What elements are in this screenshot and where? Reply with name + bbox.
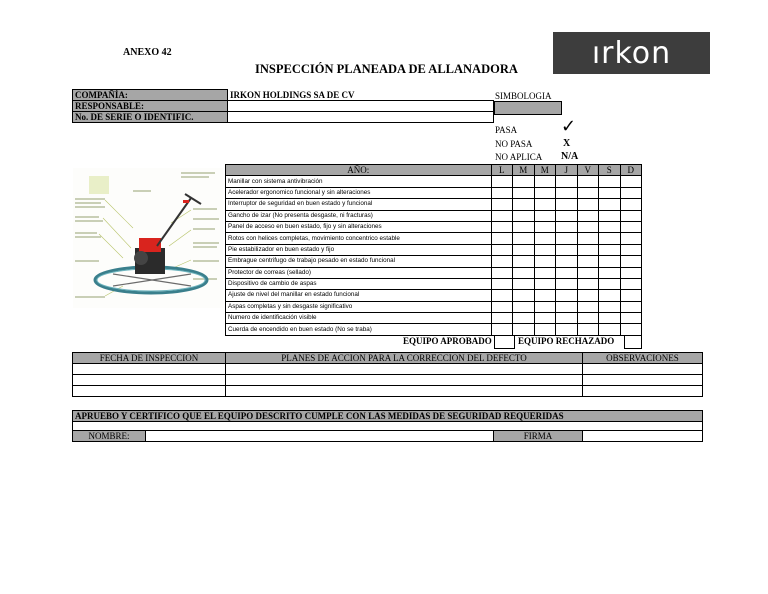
check-cell[interactable] [577, 221, 599, 232]
check-cell[interactable] [620, 313, 642, 324]
observations-header: OBSERVACIONES [583, 353, 703, 364]
logo-text: ırkon [591, 35, 672, 71]
date-cell[interactable] [73, 364, 226, 375]
checklist-item-label: Rotos con helices completas, movimiento concentrico estable [226, 233, 492, 244]
check-cell[interactable] [577, 256, 599, 267]
plan-cell[interactable] [226, 375, 583, 386]
plan-cell[interactable] [226, 386, 583, 397]
checklist-item-label: Panel de acceso en buen estado, fijo y sin alteraciones [226, 221, 492, 232]
check-cell[interactable] [534, 313, 556, 324]
check-cell[interactable] [513, 199, 535, 210]
check-cell[interactable] [577, 187, 599, 198]
day-header: M [513, 165, 535, 176]
pass-label: PASA [495, 125, 518, 135]
signature-label: FIRMA [494, 431, 583, 442]
check-cell[interactable] [513, 313, 535, 324]
check-cell[interactable] [491, 290, 513, 301]
check-cell[interactable] [491, 210, 513, 221]
check-cell[interactable] [620, 256, 642, 267]
checklist-row [226, 313, 642, 324]
check-cell[interactable] [599, 187, 621, 198]
check-cell[interactable] [534, 210, 556, 221]
checklist-item-label: Cuerda de encendido en buen estado (No se traba) [226, 324, 492, 335]
check-cell[interactable] [491, 244, 513, 255]
check-cell[interactable] [556, 290, 578, 301]
table-row [73, 386, 703, 397]
check-cell[interactable] [620, 221, 642, 232]
day-header: S [599, 165, 621, 176]
checklist-row [226, 244, 642, 255]
day-header: V [577, 165, 599, 176]
check-cell[interactable] [513, 187, 535, 198]
checklist-row [226, 267, 642, 278]
name-field[interactable] [146, 431, 494, 442]
responsible-field[interactable] [228, 101, 494, 112]
day-header: L [491, 165, 513, 176]
check-cell[interactable] [620, 210, 642, 221]
check-cell[interactable] [491, 199, 513, 210]
checklist-item-label: Gancho de izar (No presenta desgaste, ni fracturas) [226, 210, 492, 221]
checklist-item-label: Interruptor de seguridad en buen estado y funcional [226, 199, 492, 210]
date-cell[interactable] [73, 386, 226, 397]
check-cell[interactable] [513, 256, 535, 267]
fail-symbol: X [563, 138, 571, 149]
check-cell[interactable] [534, 233, 556, 244]
check-cell[interactable] [491, 221, 513, 232]
symbology-title: SIMBOLOGIA [495, 91, 552, 101]
check-cell[interactable] [513, 290, 535, 301]
plan-cell[interactable] [226, 364, 583, 375]
checklist-row [226, 278, 642, 289]
check-cell[interactable] [577, 244, 599, 255]
check-cell[interactable] [556, 199, 578, 210]
rejected-label: EQUIPO RECHAZADO [518, 336, 615, 346]
check-cell[interactable] [577, 267, 599, 278]
check-cell[interactable] [599, 210, 621, 221]
check-cell[interactable] [491, 267, 513, 278]
checklist-item-label: Manillar con sistema antivibración [226, 176, 492, 187]
check-cell[interactable] [534, 324, 556, 335]
check-cell[interactable] [577, 290, 599, 301]
checklist-item-label: Acelerador ergonomico funcional y sin alteraciones [226, 187, 492, 198]
company-label: COMPAÑÍA: [73, 90, 228, 101]
check-cell[interactable] [620, 233, 642, 244]
checklist-table [225, 164, 642, 336]
checklist-row [226, 324, 642, 335]
checklist-item-label: Pie estabilizador en buen estado y fijo [226, 244, 492, 255]
check-cell[interactable] [556, 244, 578, 255]
check-cell[interactable] [556, 324, 578, 335]
certification-statement: APRUEBO Y CERTIFICO QUE EL EQUIPO DESCRITO CUMPLE CON LAS MEDIDAS DE SEGURIDAD REQUERIDAS [73, 411, 703, 422]
day-header: M [534, 165, 556, 176]
check-cell[interactable] [620, 267, 642, 278]
annex-label: ANEXO 42 [123, 47, 172, 58]
checklist-item-label: Protector de correas (sellado) [226, 267, 492, 278]
checklist-item-label: Aspas completas y sin desgaste significativo [226, 301, 492, 312]
check-cell[interactable] [513, 267, 535, 278]
check-cell[interactable] [556, 176, 578, 187]
checklist-item-label: Ajuste de nivel del manillar en estado funcional [226, 290, 492, 301]
check-cell[interactable] [534, 221, 556, 232]
checklist-row [226, 256, 642, 267]
check-cell[interactable] [534, 176, 556, 187]
check-cell[interactable] [556, 256, 578, 267]
day-header: J [556, 165, 578, 176]
table-row [73, 375, 703, 386]
check-cell[interactable] [599, 267, 621, 278]
check-cell[interactable] [599, 233, 621, 244]
check-cell[interactable] [556, 187, 578, 198]
table-row [73, 364, 703, 375]
serial-field[interactable] [228, 112, 494, 123]
check-cell[interactable] [620, 278, 642, 289]
check-cell[interactable] [620, 199, 642, 210]
check-cell[interactable] [534, 278, 556, 289]
check-cell[interactable] [599, 199, 621, 210]
certification-table [72, 410, 703, 442]
check-cell[interactable] [620, 290, 642, 301]
approved-box[interactable] [494, 335, 515, 349]
na-symbol: N/A [561, 151, 579, 162]
check-cell[interactable] [534, 256, 556, 267]
check-cell[interactable] [577, 199, 599, 210]
check-cell[interactable] [599, 324, 621, 335]
date-cell[interactable] [73, 375, 226, 386]
check-cell[interactable] [491, 256, 513, 267]
check-cell[interactable] [513, 210, 535, 221]
checklist-item-label: Embrague centrifugo de trabajo pesado en estado funcional [226, 256, 492, 267]
serial-label: No. DE SERIE O IDENTIFIC. [73, 112, 228, 123]
symbology-box [494, 101, 562, 115]
check-cell[interactable] [620, 301, 642, 312]
check-cell[interactable] [513, 244, 535, 255]
checklist-row [226, 176, 642, 187]
checklist-row [226, 210, 642, 221]
check-cell[interactable] [513, 221, 535, 232]
check-cell[interactable] [534, 301, 556, 312]
check-cell[interactable] [599, 290, 621, 301]
actions-table [72, 352, 703, 397]
check-cell[interactable] [599, 221, 621, 232]
checklist-row [226, 221, 642, 232]
check-cell[interactable] [491, 278, 513, 289]
check-cell[interactable] [491, 313, 513, 324]
year-label: AÑO: [226, 165, 492, 176]
page-title: INSPECCIÓN PLANEADA DE ALLANADORA [255, 62, 518, 76]
check-cell[interactable] [491, 301, 513, 312]
checkmark-icon: ✓ [561, 116, 577, 137]
check-cell[interactable] [513, 301, 535, 312]
fail-label: NO PASA [495, 139, 533, 149]
company-info-table [72, 89, 494, 123]
check-cell[interactable] [577, 210, 599, 221]
check-cell[interactable] [513, 176, 535, 187]
check-cell[interactable] [577, 313, 599, 324]
check-cell[interactable] [513, 278, 535, 289]
check-cell[interactable] [491, 187, 513, 198]
checklist-item-label: Numero de identificación visible [226, 313, 492, 324]
check-cell[interactable] [534, 290, 556, 301]
check-cell[interactable] [620, 244, 642, 255]
check-cell[interactable] [556, 301, 578, 312]
check-cell[interactable] [599, 301, 621, 312]
observation-cell[interactable] [583, 375, 703, 386]
check-cell[interactable] [556, 221, 578, 232]
check-cell[interactable] [577, 301, 599, 312]
check-cell[interactable] [599, 278, 621, 289]
check-cell[interactable] [599, 176, 621, 187]
check-cell[interactable] [577, 324, 599, 335]
check-cell[interactable] [599, 256, 621, 267]
observation-cell[interactable] [583, 386, 703, 397]
check-cell[interactable] [513, 324, 535, 335]
check-cell[interactable] [599, 244, 621, 255]
checklist-row [226, 199, 642, 210]
na-label: NO APLICA [495, 152, 543, 162]
responsible-label: RESPONSABLE: [73, 101, 228, 112]
signature-field[interactable] [583, 431, 703, 442]
check-cell[interactable] [620, 176, 642, 187]
irkon-logo [553, 32, 710, 74]
company-value: IRKON HOLDINGS SA DE CV [228, 90, 494, 101]
inspection-date-header: FECHA DE INSPECCION [73, 353, 226, 364]
checklist-row [226, 187, 642, 198]
check-cell[interactable] [620, 324, 642, 335]
action-plans-header: PLANES DE ACCION PARA LA CORRECCION DEL DEFECTO [226, 353, 583, 364]
check-cell[interactable] [513, 233, 535, 244]
check-cell[interactable] [491, 176, 513, 187]
day-header: D [620, 165, 642, 176]
check-cell[interactable] [556, 267, 578, 278]
checklist-row [226, 301, 642, 312]
check-cell[interactable] [599, 313, 621, 324]
check-cell[interactable] [534, 244, 556, 255]
check-cell[interactable] [556, 233, 578, 244]
check-cell[interactable] [534, 199, 556, 210]
check-cell[interactable] [577, 278, 599, 289]
rejected-box[interactable] [624, 335, 642, 349]
checklist-row [226, 233, 642, 244]
check-cell[interactable] [491, 324, 513, 335]
check-cell[interactable] [556, 313, 578, 324]
check-cell[interactable] [620, 187, 642, 198]
checklist-item-label: Dispositivo de cambio de aspas [226, 278, 492, 289]
name-label: NOMBRE: [73, 431, 146, 442]
check-cell[interactable] [577, 176, 599, 187]
approved-label: EQUIPO APROBADO [403, 336, 492, 346]
checklist-row [226, 290, 642, 301]
power-trowel-illustration [73, 168, 223, 308]
check-cell[interactable] [534, 267, 556, 278]
observation-cell[interactable] [583, 364, 703, 375]
check-cell[interactable] [534, 187, 556, 198]
check-cell[interactable] [491, 233, 513, 244]
check-cell[interactable] [577, 233, 599, 244]
check-cell[interactable] [556, 210, 578, 221]
check-cell[interactable] [556, 278, 578, 289]
